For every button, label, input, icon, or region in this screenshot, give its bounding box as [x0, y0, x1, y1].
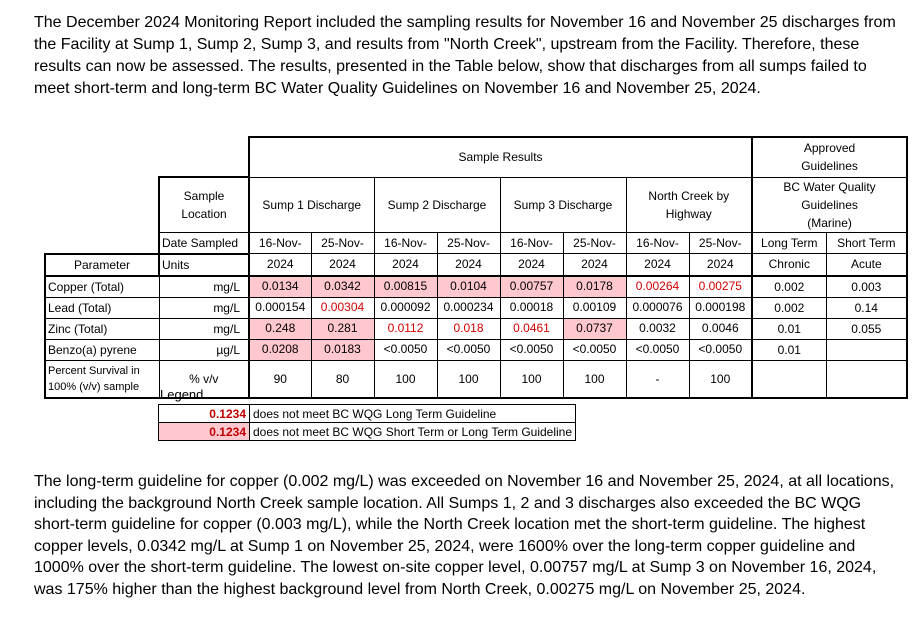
- survival-value: 100: [563, 360, 626, 398]
- legend-title: Legend: [160, 387, 204, 402]
- date-year-cell: 2024: [437, 254, 500, 276]
- zinc-value: 0.018: [437, 318, 500, 339]
- legend-short-term-text: does not meet BC WQG Short Term or Long Term Guideline: [250, 423, 576, 441]
- long-term-label: Long Term: [752, 232, 826, 254]
- location-north-creek: North Creek by Highway: [626, 177, 752, 232]
- survival-value: -: [626, 360, 689, 398]
- survival-value: 100: [437, 360, 500, 398]
- date-year-cell: 2024: [374, 254, 437, 276]
- lead-value: 0.00109: [563, 297, 626, 318]
- lead-value: 0.00018: [500, 297, 563, 318]
- date-cell: 25-Nov-: [437, 232, 500, 254]
- zinc-value: 0.0032: [626, 318, 689, 339]
- date-cell: 25-Nov-: [689, 232, 752, 254]
- lead-value: 0.000234: [437, 297, 500, 318]
- approved-guidelines-header: Approved Guidelines: [752, 137, 907, 177]
- short-term-guideline: 0.055: [826, 318, 907, 339]
- zinc-value: 0.0046: [689, 318, 752, 339]
- copper-value: 0.0134: [249, 276, 311, 298]
- location-sump-2: Sump 2 Discharge: [374, 177, 500, 232]
- survival-value: 80: [311, 360, 374, 398]
- legend-short-term-swatch: 0.1234: [159, 423, 250, 441]
- units-cell: mg/L: [159, 297, 249, 318]
- parameter-label: Parameter: [45, 254, 159, 276]
- sample-results-header: Sample Results: [249, 137, 752, 177]
- benzo-value: <0.0050: [500, 339, 563, 360]
- copper-value: 0.0104: [437, 276, 500, 298]
- benzo-value: <0.0050: [626, 339, 689, 360]
- lead-value: 0.000092: [374, 297, 437, 318]
- long-term-guideline: 0.002: [752, 297, 826, 318]
- long-term-guideline: 0.01: [752, 318, 826, 339]
- survival-value: 100: [689, 360, 752, 398]
- date-year-cell: 2024: [311, 254, 374, 276]
- parameter-lead: Lead (Total): [45, 297, 159, 318]
- date-cell: 16-Nov-: [500, 232, 563, 254]
- date-cell: 25-Nov-: [563, 232, 626, 254]
- benzo-value: <0.0050: [374, 339, 437, 360]
- zinc-value: 0.0737: [563, 318, 626, 339]
- short-term-guideline: [826, 339, 907, 360]
- parameter-benzo-a-pyrene: Benzo(a) pyrene: [45, 339, 159, 360]
- copper-value: 0.00264: [626, 276, 689, 298]
- intro-paragraph: The December 2024 Monitoring Report included the sampling results for November 16 and November 25 discharges from the Facility at Sump 1, Sump 2, Sump 3, and results from "North Creek", upstream from the Facility. Therefore, these results can now be assessed. The results, presented in the Table below, show that discharges from all sumps failed to meet short-term and long-term BC Water Quality Guidelines on November 16 and November 25, 2024.: [34, 14, 896, 97]
- units-cell: mg/L: [159, 276, 249, 298]
- copper-value: 0.00757: [500, 276, 563, 298]
- benzo-value: <0.0050: [563, 339, 626, 360]
- bc-wqg-header: BC Water Quality Guidelines (Marine): [752, 177, 907, 232]
- copper-value: 0.00275: [689, 276, 752, 298]
- short-term-guideline: 0.14: [826, 297, 907, 318]
- survival-value: 100: [374, 360, 437, 398]
- legend-table: [158, 404, 576, 441]
- zinc-value: 0.0461: [500, 318, 563, 339]
- parameter-copper: Copper (Total): [45, 276, 159, 298]
- zinc-value: 0.248: [249, 318, 311, 339]
- lead-value: 0.000076: [626, 297, 689, 318]
- long-term-guideline: 0.01: [752, 339, 826, 360]
- benzo-value: 0.0208: [249, 339, 311, 360]
- lead-value: 0.000154: [249, 297, 311, 318]
- location-sump-1: Sump 1 Discharge: [249, 177, 374, 232]
- parameter-zinc: Zinc (Total): [45, 318, 159, 339]
- zinc-value: 0.281: [311, 318, 374, 339]
- zinc-value: 0.0112: [374, 318, 437, 339]
- date-year-cell: 2024: [626, 254, 689, 276]
- short-term-guideline: 0.003: [826, 276, 907, 298]
- analysis-paragraph: The long-term guideline for copper (0.002 mg/L) was exceeded on November 16 and November 25, 2024, at all locations, including the background North Creek sample location. All Sumps 1, 2 and 3 discharges also exceeded the BC WQG short-term guideline for copper (0.003 mg/L), while the North Creek location met the short-term guideline. The highest copper levels, 0.0342 mg/L at Sump 1 on November 25, 2024, were 1600% over the long-term copper guideline and 1000% over the short-term guideline. The lowest on-site copper level, 0.00757 mg/L at Sump 3 on November 16, 2024, was 175% higher than the highest background level from North Creek, 0.00275 mg/L on November 25, 2024.: [34, 473, 895, 598]
- long-term-guideline: 0.002: [752, 276, 826, 298]
- date-year-cell: 2024: [689, 254, 752, 276]
- short-term-guideline: [826, 360, 907, 398]
- date-sampled-label: Date Sampled: [159, 232, 249, 254]
- units-cell: µg/L: [159, 339, 249, 360]
- date-year-cell: 2024: [563, 254, 626, 276]
- units-cell: % v/v: [159, 360, 249, 398]
- survival-value: 90: [249, 360, 311, 398]
- legend-long-term-swatch: 0.1234: [159, 405, 250, 423]
- copper-value: 0.0342: [311, 276, 374, 298]
- short-term-label: Short Term: [826, 232, 907, 254]
- survival-value: 100: [500, 360, 563, 398]
- parameter-percent-survival: Percent Survival in 100% (v/v) sample: [45, 360, 159, 398]
- long-term-guideline: [752, 360, 826, 398]
- legend-long-term-text: does not meet BC WQG Long Term Guideline: [250, 405, 576, 423]
- acute-label: Acute: [826, 254, 907, 276]
- benzo-value: 0.0183: [311, 339, 374, 360]
- benzo-value: <0.0050: [437, 339, 500, 360]
- date-cell: 16-Nov-: [249, 232, 311, 254]
- date-cell: 16-Nov-: [626, 232, 689, 254]
- benzo-value: <0.0050: [689, 339, 752, 360]
- chronic-label: Chronic: [752, 254, 826, 276]
- location-sump-3: Sump 3 Discharge: [500, 177, 626, 232]
- units-label: Units: [159, 254, 249, 276]
- date-cell: 16-Nov-: [374, 232, 437, 254]
- date-cell: 25-Nov-: [311, 232, 374, 254]
- sample-location-label: Sample Location: [159, 177, 249, 232]
- date-year-cell: 2024: [249, 254, 311, 276]
- sample-results-table: [44, 136, 908, 399]
- date-year-cell: 2024: [500, 254, 563, 276]
- lead-value: 0.00304: [311, 297, 374, 318]
- copper-value: 0.0178: [563, 276, 626, 298]
- units-cell: mg/L: [159, 318, 249, 339]
- copper-value: 0.00815: [374, 276, 437, 298]
- lead-value: 0.000198: [689, 297, 752, 318]
